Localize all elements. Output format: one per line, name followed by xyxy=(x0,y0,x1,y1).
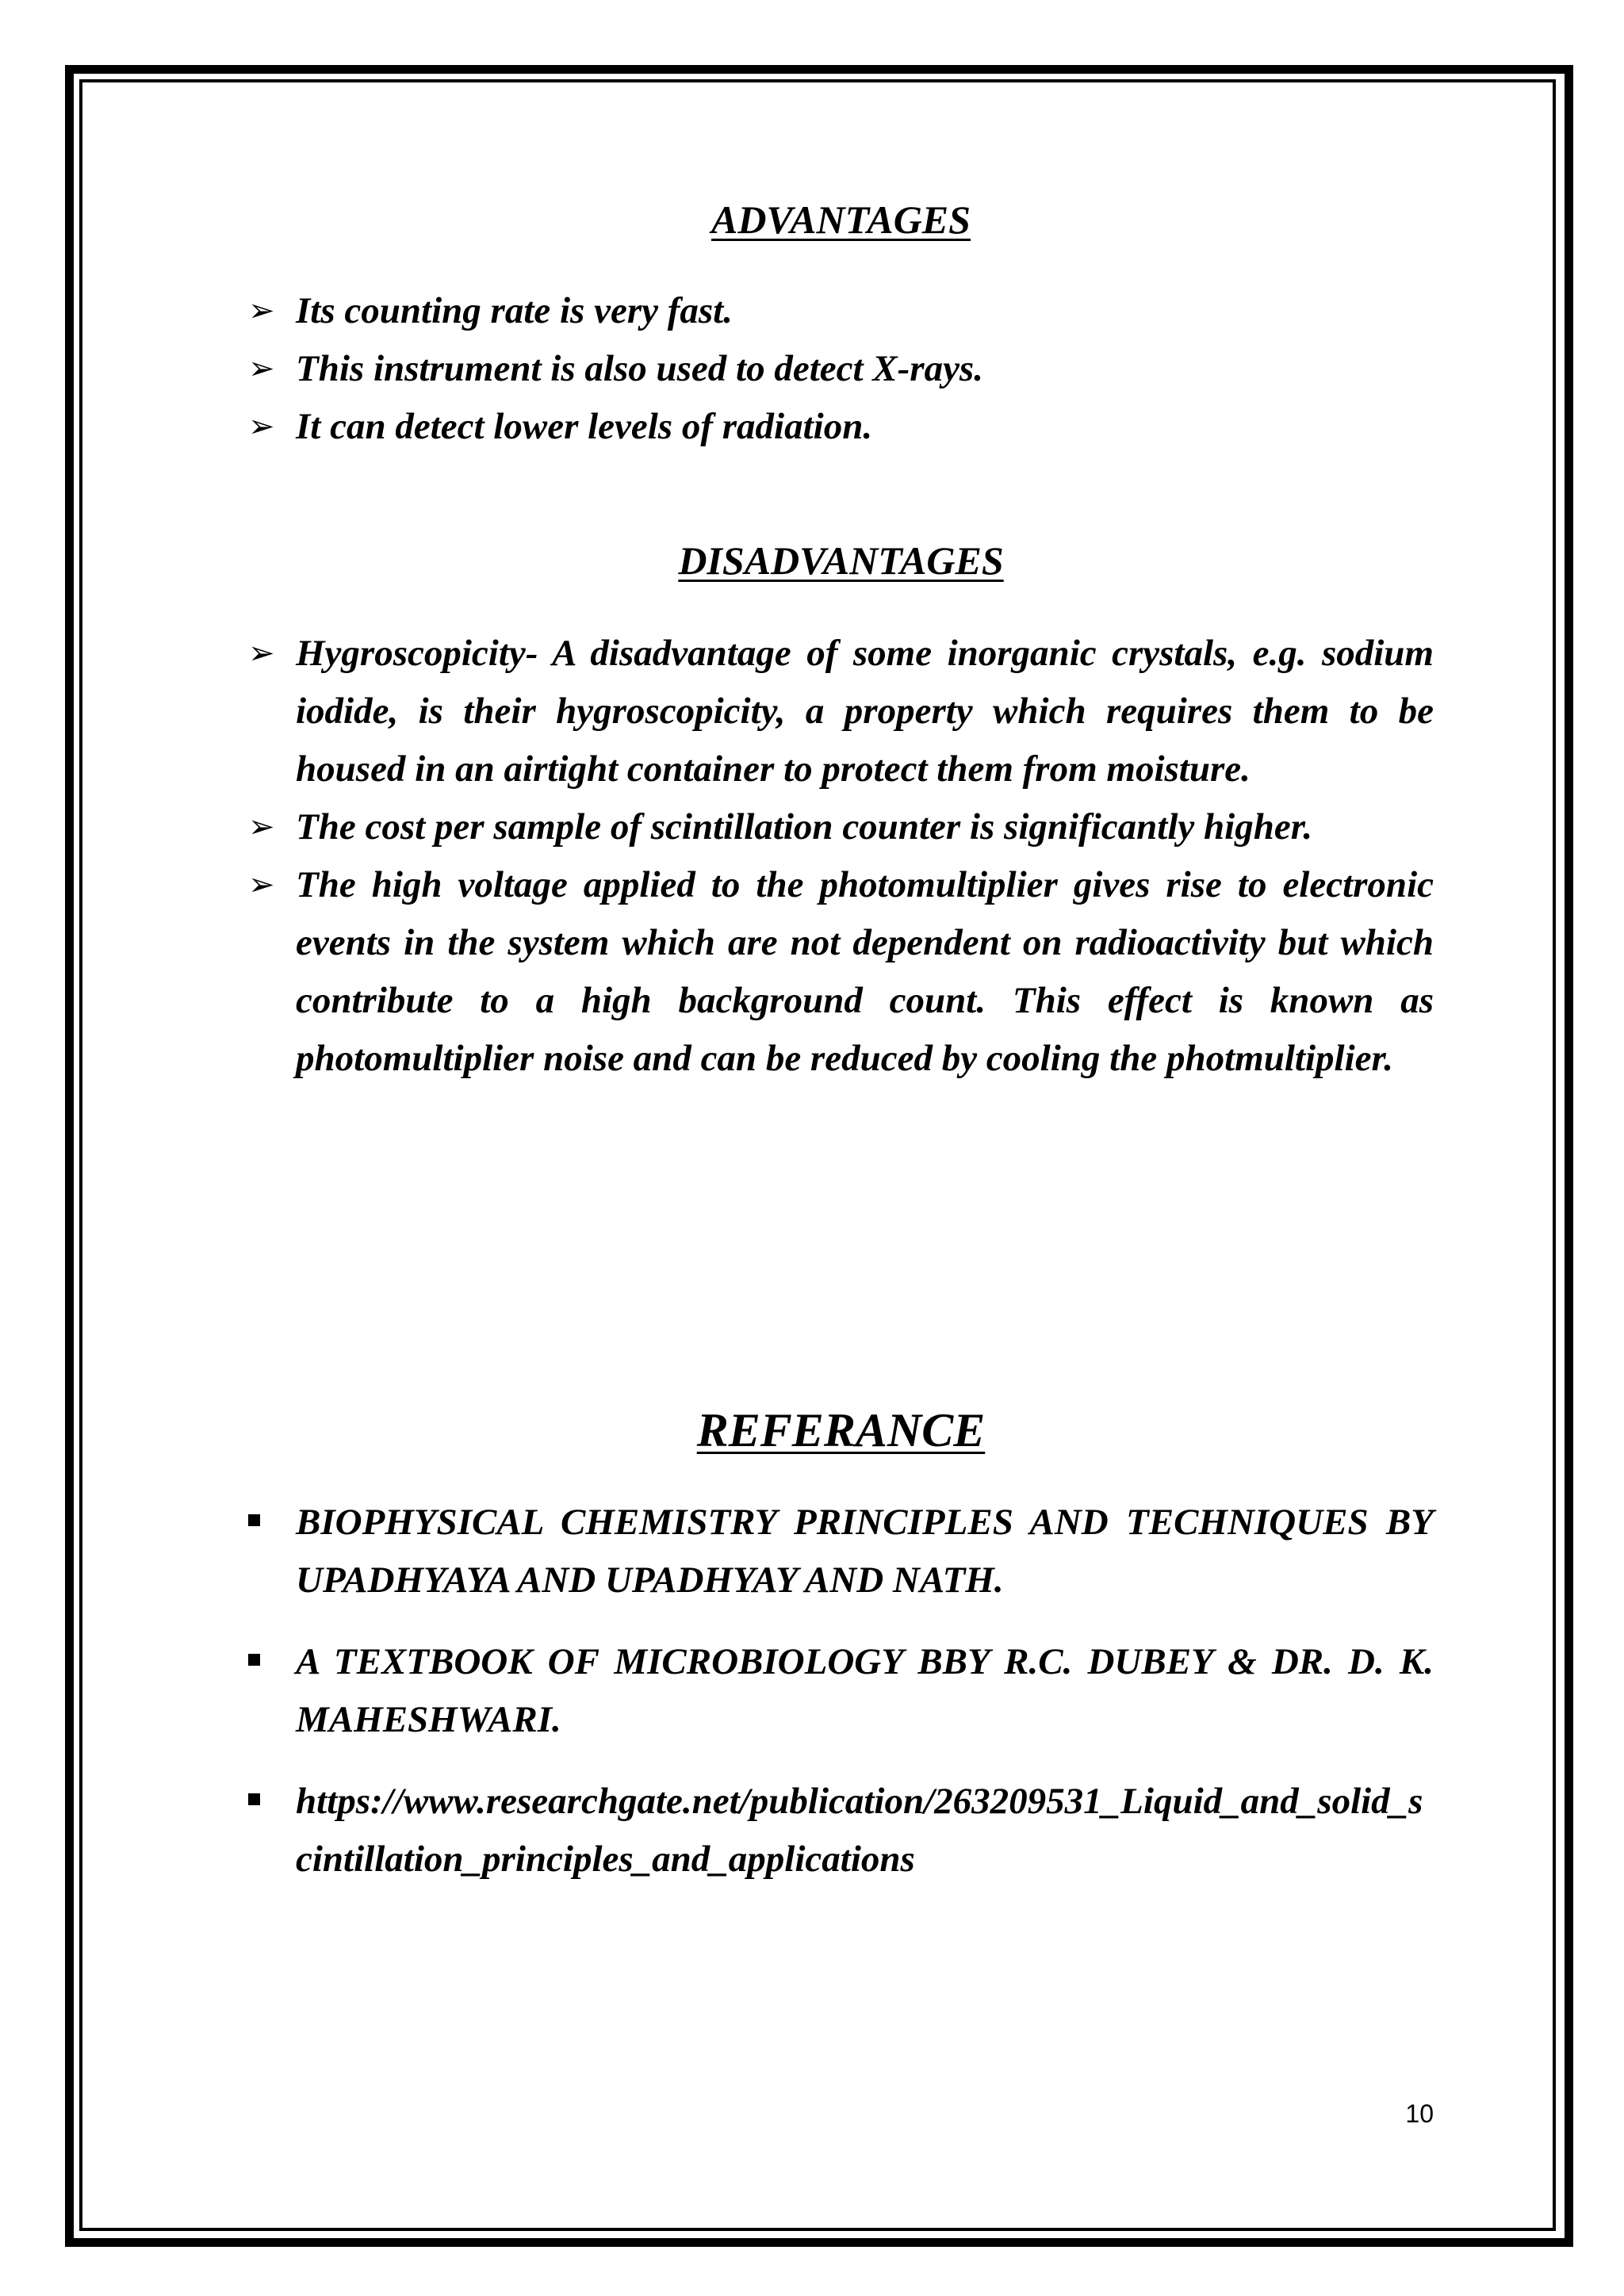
reference-url: https://www.researchgate.net/publication/263209531_Liquid_and_solid_scintillation_principles_and_applications xyxy=(296,1781,1423,1880)
disadvantage-text: The high voltage applied to the photomultiplier gives rise to electronic events in the system which are not dependent on radioactivity but which contribute to a high background count. This effect is known as photomultiplier noise and can be reduced by cooling the photmultiplier. xyxy=(296,864,1434,1079)
advantages-list xyxy=(248,282,1434,456)
arrow-bullet-icon: ➢ xyxy=(248,408,275,445)
disadvantages-list xyxy=(248,625,1434,1088)
advantages-heading: ADVANTAGES xyxy=(711,197,971,242)
arrow-bullet-icon: ➢ xyxy=(248,867,275,903)
list-item xyxy=(248,1633,1434,1749)
page-number: 10 xyxy=(1405,2099,1434,2128)
reference-text: BIOPHYSICAL CHEMISTRY PRINCIPLES AND TECHNIQUES BY UPADHYAYA AND UPADHYAY AND NATH. xyxy=(296,1502,1434,1601)
advantage-text: This instrument is also used to detect X-rays. xyxy=(296,348,983,389)
advantage-text: Its counting rate is very fast. xyxy=(296,290,733,331)
reference-text: A TEXTBOOK OF MICROBIOLOGY BBY R.C. DUBEY & DR. D. K. MAHESHWARI. xyxy=(296,1641,1434,1740)
reference-heading: REFERANCE xyxy=(696,1404,986,1456)
reference-list xyxy=(248,1494,1434,1912)
list-item xyxy=(248,856,1434,1088)
arrow-bullet-icon: ➢ xyxy=(248,635,275,672)
square-bullet-icon xyxy=(248,1654,260,1666)
square-bullet-icon xyxy=(248,1793,260,1805)
list-item xyxy=(248,1494,1434,1609)
list-item xyxy=(248,282,1434,340)
arrow-bullet-icon: ➢ xyxy=(248,809,275,845)
square-bullet-icon xyxy=(248,1514,260,1526)
arrow-bullet-icon: ➢ xyxy=(248,293,275,329)
list-item xyxy=(248,340,1434,398)
list-item xyxy=(248,398,1434,456)
list-item xyxy=(248,1773,1434,1888)
disadvantages-heading: DISADVANTAGES xyxy=(678,538,1004,583)
list-item xyxy=(248,798,1434,856)
disadvantage-text: The cost per sample of scintillation counter is significantly higher. xyxy=(296,806,1313,848)
list-item xyxy=(248,625,1434,798)
advantage-text: It can detect lower levels of radiation. xyxy=(296,406,873,447)
disadvantage-text: Hygroscopicity- A disadvantage of some inorganic crystals, e.g. sodium iodide, is their hygroscopicity, a property which requires them to be housed in an airtight container to protect them from moisture. xyxy=(296,633,1434,790)
arrow-bullet-icon: ➢ xyxy=(248,350,275,387)
